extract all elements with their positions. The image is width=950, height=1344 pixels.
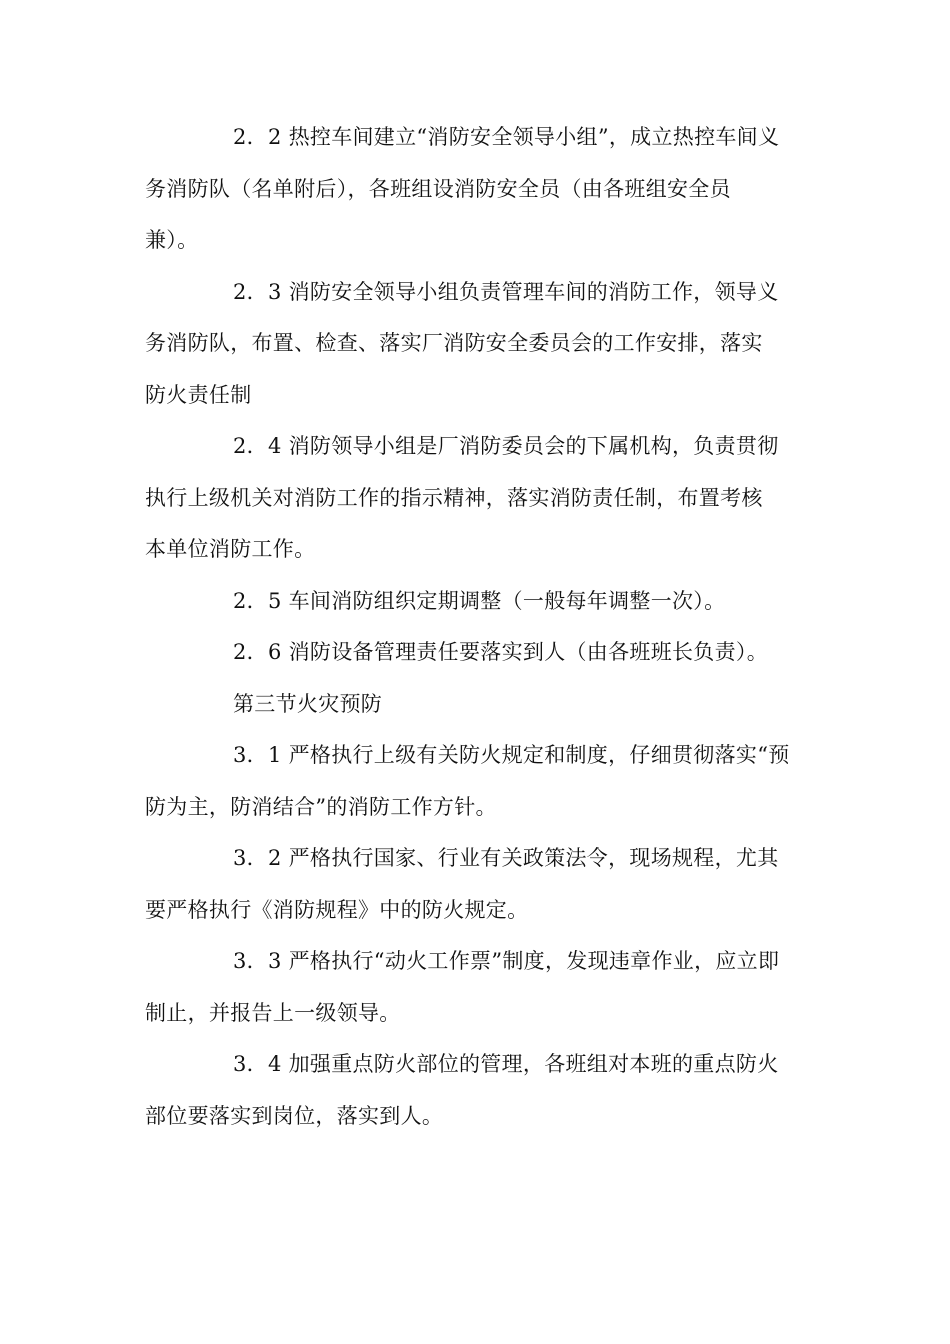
text-line: 2．3 消防安全领导小组负责管理车间的消防工作，领导义 [233,279,779,304]
paragraph-3-2 [145,833,805,936]
text-line: 本单位消防工作。 [145,537,316,561]
text-line: 防火责任制 [145,382,252,407]
text-line: 3．3 严格执行“动火工作票”制度，发现违章作业，应立即 [233,949,780,973]
paragraph-2-5 [145,576,805,628]
text-line: 2．4 消防领导小组是厂消防委员会的下属机构，负责贯彻 [233,434,779,458]
text-line: 务消防队（名单附后），各班组设消防安全员（由各班组安全员 [145,176,731,201]
paragraph-3-3 [145,936,805,1039]
text-line: 2．2 热控车间建立“消防安全领导小组”，成立热控车间义 [233,125,780,149]
text-line: 务消防队，布置、检查、落实厂消防安全委员会的工作安排，落实 [145,331,763,355]
text-line: 3．2 严格执行国家、行业有关政策法令，现场规程，尤其 [233,846,779,870]
paragraph-2-2 [145,112,805,267]
paragraph-2-6 [145,627,805,679]
paragraph-3-4 [145,1039,805,1142]
paragraph-2-4 [145,421,805,576]
section-title: 第三节火灾预防 [233,691,383,716]
text-line: 2．6 消防设备管理责任要落实到人（由各班班长负责）。 [233,640,768,664]
document-body [145,112,805,1142]
text-line: 2．5 车间消防组织定期调整（一般每年调整一次）。 [233,588,726,613]
paragraph-3-1 [145,730,805,833]
text-line: 执行上级机关对消防工作的指示精神，落实消防责任制，布置考核 [145,485,763,510]
text-line: 防为主，防消结合”的消防工作方针。 [145,794,497,819]
text-line: 制止，并报告上一级领导。 [145,1000,401,1025]
text-line: 3．1 严格执行上级有关防火规定和制度，仔细贯彻落实“预 [233,743,790,767]
text-line: 3．4 加强重点防火部位的管理，各班组对本班的重点防火 [233,1052,779,1076]
text-line: 要严格执行《消防规程》中的防火规定。 [145,897,529,922]
text-line: 部位要落实到岗位，落实到人。 [145,1103,444,1128]
paragraph-2-3 [145,267,805,422]
text-line: 兼）。 [145,228,199,252]
section-heading [145,679,805,731]
